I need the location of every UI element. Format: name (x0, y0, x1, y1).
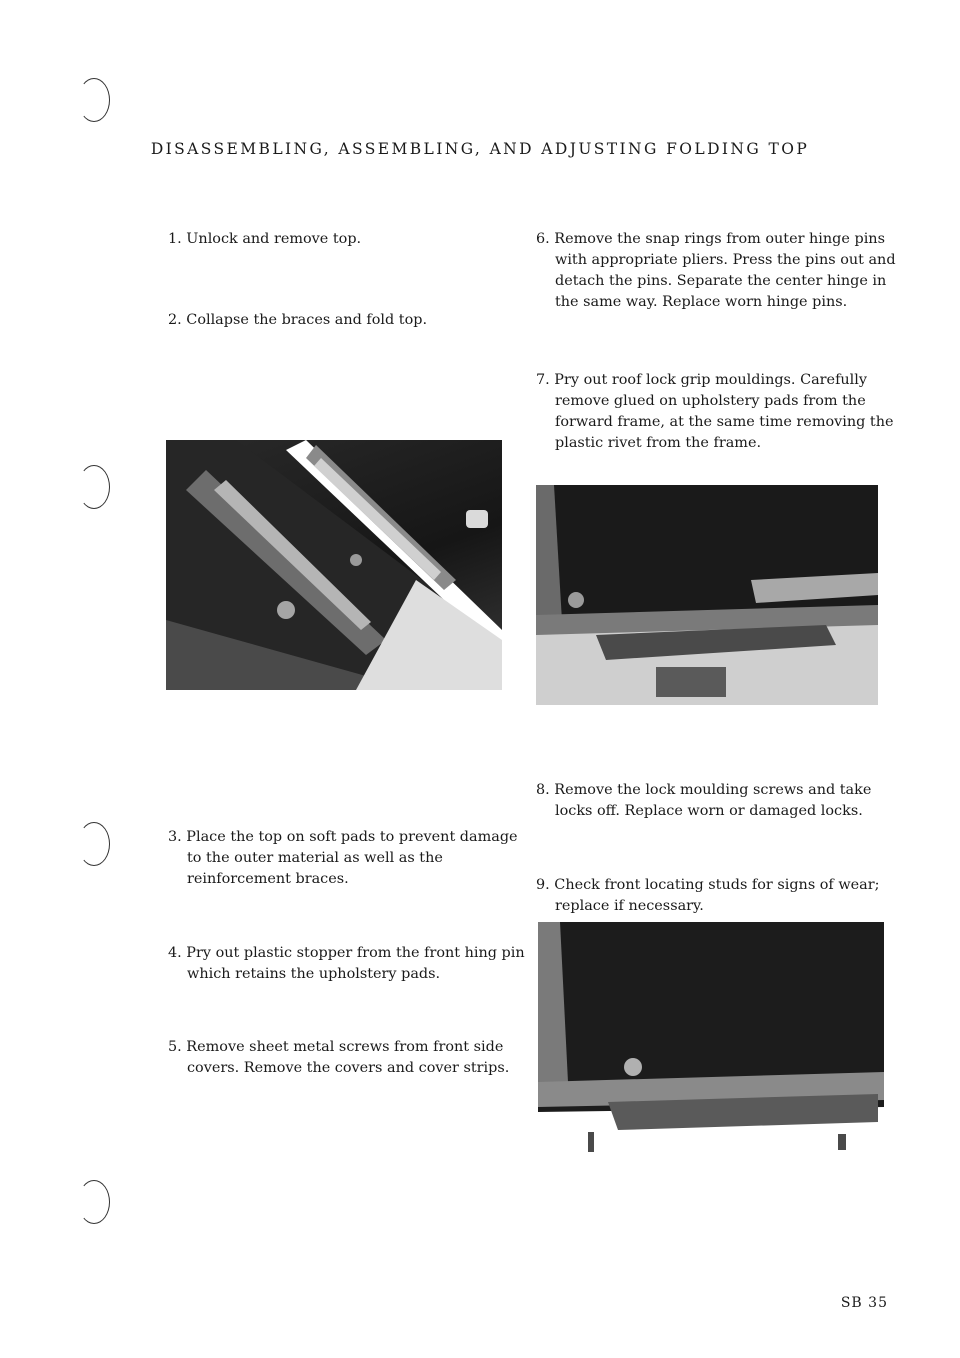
step-2: 2. Collapse the braces and fold top. (168, 312, 428, 328)
step-6: 6. Remove the snap rings from outer hinge pins with appropriate pliers. Press the pins out and detach the pins. Separate the center hinge in the same way. Replace worn hinge pins. (536, 231, 896, 310)
punch-hole-4 (78, 1180, 110, 1224)
photo-roof-lock-mouldings (536, 485, 878, 705)
step-1: 1. Unlock and remove top. (168, 231, 362, 247)
step-5: 5. Remove sheet metal screws from front side covers. Remove the covers and cover strips. (168, 1039, 510, 1076)
step-7: 7. Pry out roof lock grip mouldings. Carefully remove glued on upholstery pads from the forward frame, at the same time removing the plastic rivet from the frame. (536, 372, 894, 451)
photo-folded-top-braces (166, 440, 502, 690)
punch-hole-2 (78, 465, 110, 509)
punch-hole-1 (78, 78, 110, 122)
step-3: 3. Place the top on soft pads to prevent damage to the outer material as well as the reinforcement braces. (168, 829, 518, 887)
step-9: 9. Check front locating studs for signs of wear; replace if necessary. (536, 877, 880, 914)
step-4: 4. Pry out plastic stopper from the front hing pin which retains the upholstery pads. (168, 945, 525, 982)
page-number: SB 35 (840, 1295, 888, 1311)
photo-front-locating-studs (538, 922, 884, 1162)
step-8: 8. Remove the lock moulding screws and take locks off. Replace worn or damaged locks. (536, 782, 872, 819)
page-title: DISASSEMBLING, ASSEMBLING, AND ADJUSTING FOLDING TOP (150, 140, 810, 158)
punch-hole-3 (78, 822, 110, 866)
